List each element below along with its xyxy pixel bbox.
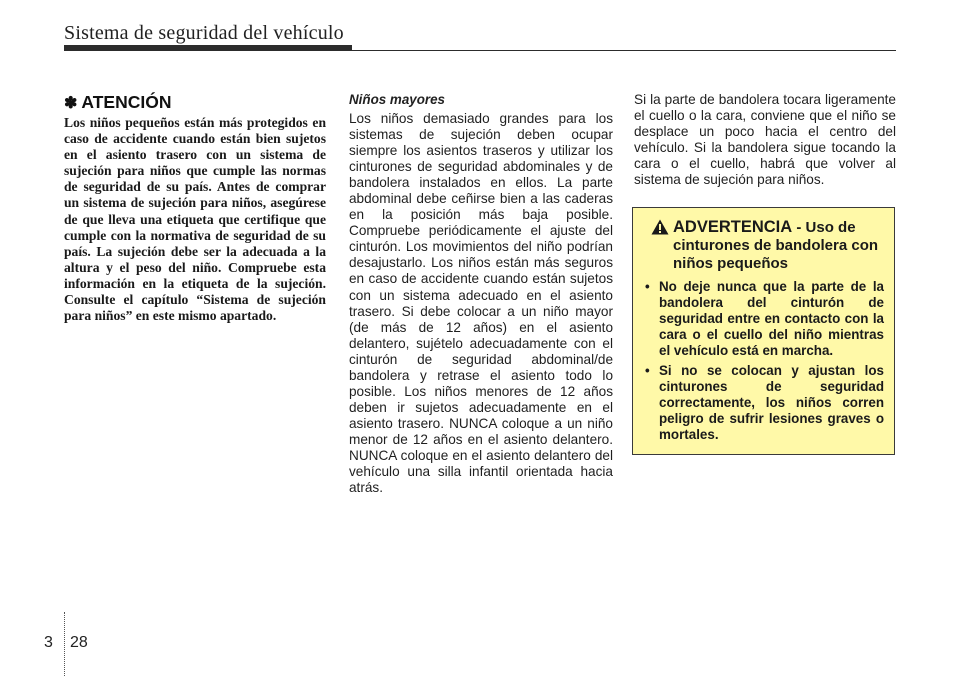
attention-column xyxy=(64,92,326,324)
attention-heading xyxy=(64,92,326,113)
warning-item: • Si no se colocan y ajustan los cinturones de seguridad correctamente, los niños corren peligro de sufrir lesiones graves o mortales. xyxy=(643,363,884,443)
older-children-body: Los niños demasiado grandes para los sistemas de sujeción deben ocupar siempre los asientos traseros y utilizar los cinturones de seguridad abdominales y de bandolera instalados en ellos. La parte abdominal debe ceñirse bien a las caderas en la posición más baja posible. Compruebe periódicamente el ajuste del cinturón. Los movimientos del niño podrían desajustarlo. Los niños están más seguros en caso de accidente cuando están sujetos con un sistema adecuado en el asiento trasero. Si debe colocar a un niño mayor (de más de 12 años) en el asiento delantero, sujételo adecuadamente con el cinturón de seguridad abdominal/de bandolera y retrase el asiento todo lo posible. Los niños menores de 12 años deben ir sujetos adecuadamente en el asiento trasero. NUNCA coloque a un niño menor de 12 años en el asiento delantero. NUNCA coloque en el asiento delantero del vehículo una silla infantil orientada hacia atrás. xyxy=(349,111,613,496)
attention-body: Los niños pequeños están más protegidos en caso de accidente cuando están bien sujetos en el asiento trasero con un sistema de sujeción para niños que cumple las normas de seguridad de su país. Antes de comprar un sistema de sujeción para niños, asegúrese de que lleva una etiqueta que certifique que cumple con la normativa de seguridad de su país. La sujeción debe ser la adecuada a la altura y el peso del niño. Compruebe esta información en la etiqueta de la sujeción. Consulte el capítulo “Sistema de sujeción para niños” en este mismo apartado. xyxy=(64,115,326,324)
warning-list xyxy=(643,279,884,443)
page-header-title: Sistema de seguridad del vehículo xyxy=(64,22,344,44)
warning-triangle-icon xyxy=(651,219,669,235)
warning-header xyxy=(643,218,884,273)
warning-item: • No deje nunca que la parte de la bandolera del cinturón de seguridad entre en contacto con la cara o el cuello del niño mientras el vehículo está en marcha. xyxy=(643,279,884,359)
older-children-heading: Niños mayores xyxy=(349,92,446,107)
header-bar xyxy=(64,45,352,51)
page-number: 28 xyxy=(70,634,88,651)
warning-title xyxy=(673,218,884,273)
shoulder-belt-column xyxy=(634,92,896,188)
older-children-column xyxy=(349,92,613,496)
asterisk-icon: ✽ xyxy=(64,94,78,112)
warning-subtitle: - Uso de cinturones de bandolera con niños pequeños xyxy=(673,219,879,272)
warning-word: ADVERTENCIA xyxy=(673,218,793,236)
chapter-number: 3 xyxy=(44,634,53,651)
shoulder-belt-body: Si la parte de bandolera tocara ligeramente el cuello o la cara, conviene que el niño se desplace un poco hacia el centro del vehículo. Si la bandolera sigue tocando la cara o el cuello, habrá que volver al sistema de sujeción para niños. xyxy=(634,92,896,188)
warning-box xyxy=(632,207,895,455)
footer-divider xyxy=(64,612,65,676)
attention-heading-text: ATENCIÓN xyxy=(81,92,172,112)
header-rule xyxy=(352,50,896,51)
